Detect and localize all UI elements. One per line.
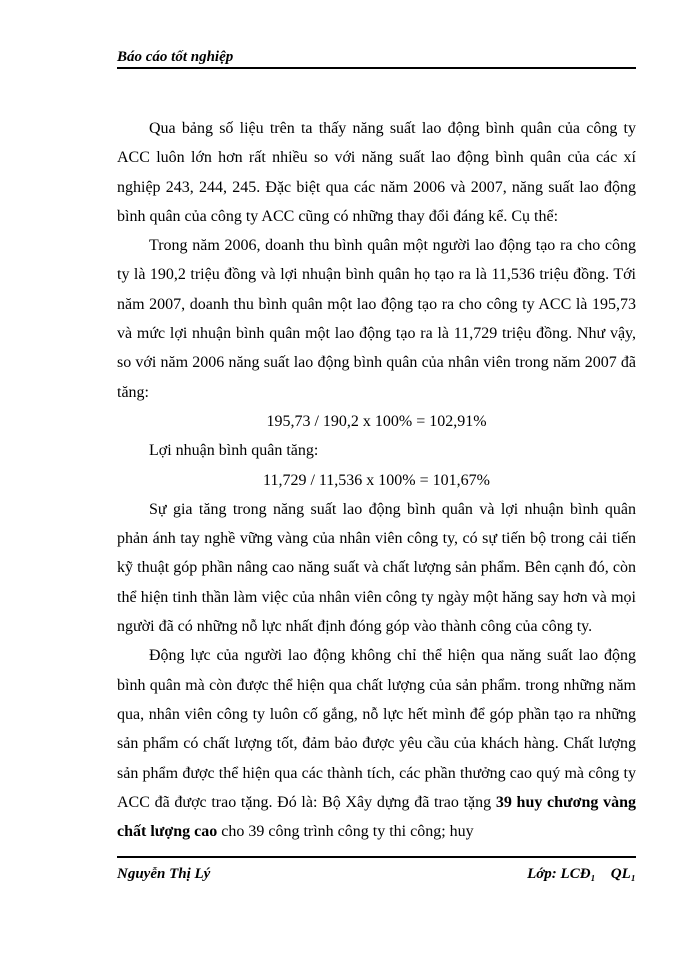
formula-productivity: 195,73 / 190,2 x 100% = 102,91% [266, 412, 487, 430]
formula-profit: 11,729 / 11,536 x 100% = 101,67% [263, 471, 490, 489]
paragraph-1: Qua bảng số liệu trên ta thấy năng suất lao động bình quân của công ty ACC luôn lớn hơn rất nhiều so với năng suất lao động bình quân của các xí nghiệp 243, 244, 245. Đặc biệt qua các năm 2006 và 2007, năng suất lao động bình quân của công ty ACC cũng có những thay đổi đáng kể. Cụ thể: [117, 120, 636, 225]
footer-divider [117, 856, 636, 858]
footer-class: Lớp: LCĐ₁ QL₁ [527, 866, 636, 882]
paragraph-5-bold: 39 huy chương vàng chất lượng cao [117, 793, 636, 841]
paragraph-5 [117, 641, 636, 846]
document-body [117, 114, 636, 846]
paragraph-3: Lợi nhuận bình quân tăng: [149, 442, 319, 460]
paragraph-2: Trong năm 2006, doanh thu bình quân một người lao động tạo ra cho công ty là 190,2 triệu đồng và lợi nhuận bình quân họ tạo ra là 11,536 triệu đồng. Tới năm 2007, doanh thu bình quân một lao động tạo ra cho công ty ACC là 195,73 và mức lợi nhuận bình quân một lao động tạo ra là 11,729 triệu đồng. Như vậy, so với năm 2006 năng suất lao động bình quân của nhân viên trong năm 2007 đã tăng: [117, 237, 636, 401]
paragraph-5-start: Động lực của người lao động không chỉ thể hiện qua năng suất lao động bình quân mà còn được thể hiện qua chất lượng của sản phẩm. trong những năm qua, nhân viên công ty luôn cố gắng, nỗ lực hết mình để góp phần tạo ra những sản phẩm có chất lượng tốt, đảm bảo được yêu cầu của khách hàng. Chất lượng sản phẩm được thể hiện qua các thành tích, các phần thưởng cao quý mà công ty ACC đã được trao tặng. Đó là: Bộ Xây dựng đã trao tặng [117, 647, 636, 811]
header-divider [117, 67, 636, 69]
paragraph-4: Sự gia tăng trong năng suất lao động bình quân và lợi nhuận bình quân phản ánh tay nghề vững vàng của nhân viên công ty, có sự tiến bộ trong cải tiến kỹ thuật góp phần nâng cao năng suất và chất lượng sản phẩm. Bên cạnh đó, còn thể hiện tinh thần làm việc của nhân viên công ty ngày một hăng say hơn và mọi người đã có những nỗ lực nhất định đóng góp vào thành công của công ty. [117, 500, 636, 636]
page-header-title: Báo cáo tốt nghiệp [117, 49, 234, 65]
footer-author: Nguyễn Thị Lý [117, 866, 211, 882]
paragraph-5-end: cho 39 công trình công ty thi công; huy [217, 823, 474, 841]
